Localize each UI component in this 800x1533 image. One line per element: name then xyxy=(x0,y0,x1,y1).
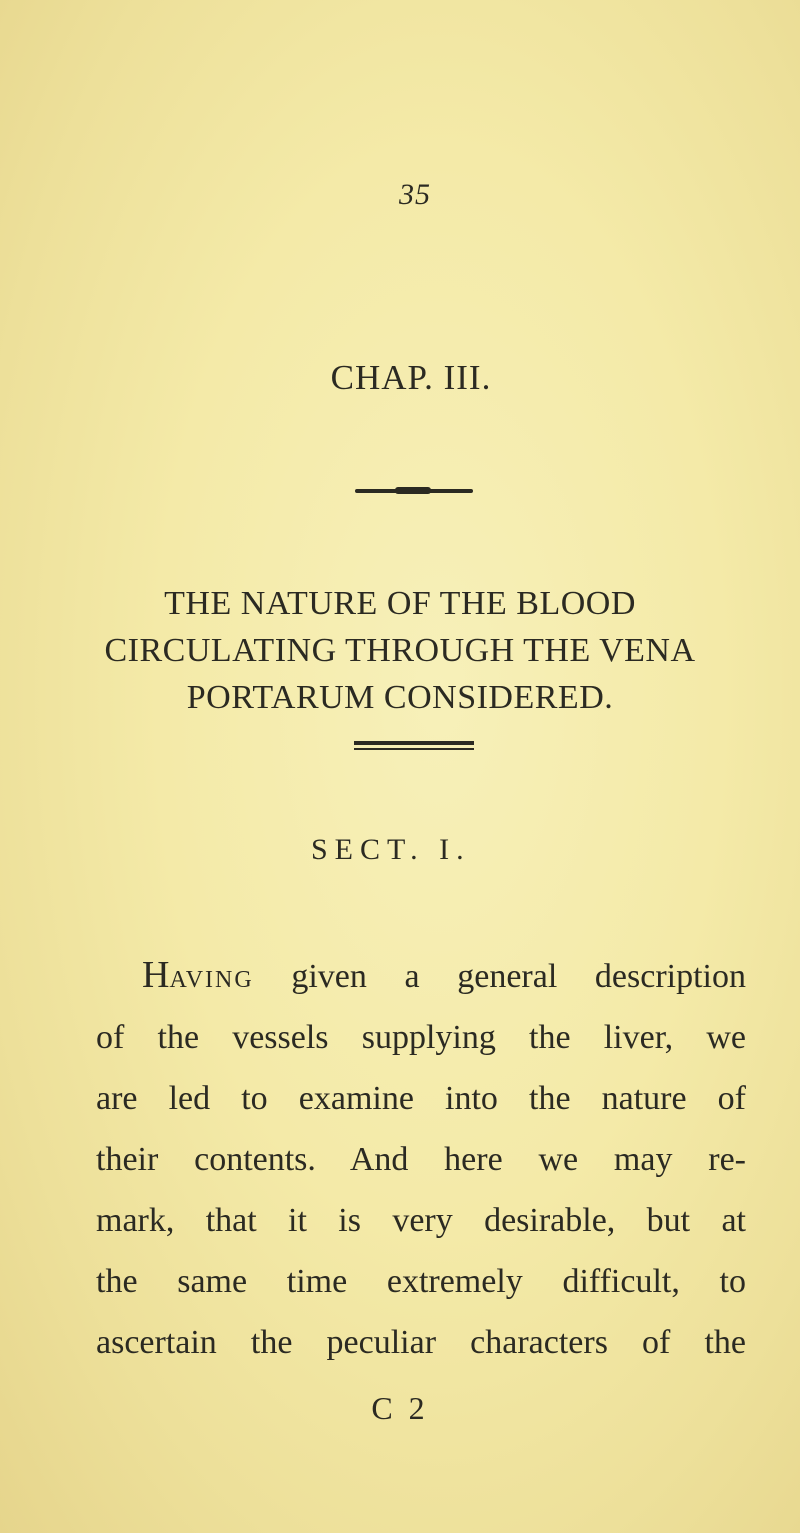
body-paragraph xyxy=(96,945,746,1373)
body-line: mark, that it is very desirable, but at xyxy=(96,1202,746,1239)
first-line-rest: given a general description xyxy=(253,958,746,995)
chapter-title xyxy=(0,580,800,721)
chapter-heading: CHAP. III. xyxy=(330,358,492,397)
double-rule-thick xyxy=(354,741,474,745)
signature-mark: C 2 xyxy=(371,1390,429,1426)
double-rule xyxy=(354,741,474,751)
page-number: 35 xyxy=(399,178,431,211)
section-heading: SECT. I. xyxy=(311,833,471,866)
body-line xyxy=(96,945,746,1007)
ornamental-rule xyxy=(355,489,473,493)
chapter-title-line: PORTARUM CONSIDERED. xyxy=(186,679,614,716)
body-line: of the vessels supplying the liver, we xyxy=(96,1019,746,1056)
chapter-title-line: THE NATURE OF THE BLOOD xyxy=(164,585,636,622)
dropcap: H xyxy=(142,954,170,996)
chapter-title-line: CIRCULATING THROUGH THE VENA xyxy=(104,632,696,669)
body-line: ascertain the peculiar characters of the xyxy=(96,1324,746,1361)
body-line: their contents. And here we may re- xyxy=(96,1141,746,1178)
body-line: are led to examine into the nature of xyxy=(96,1080,746,1117)
body-line: the same time extremely difficult, to xyxy=(96,1263,746,1300)
first-word-smallcaps: aving xyxy=(169,958,254,995)
double-rule-thin xyxy=(354,748,474,750)
